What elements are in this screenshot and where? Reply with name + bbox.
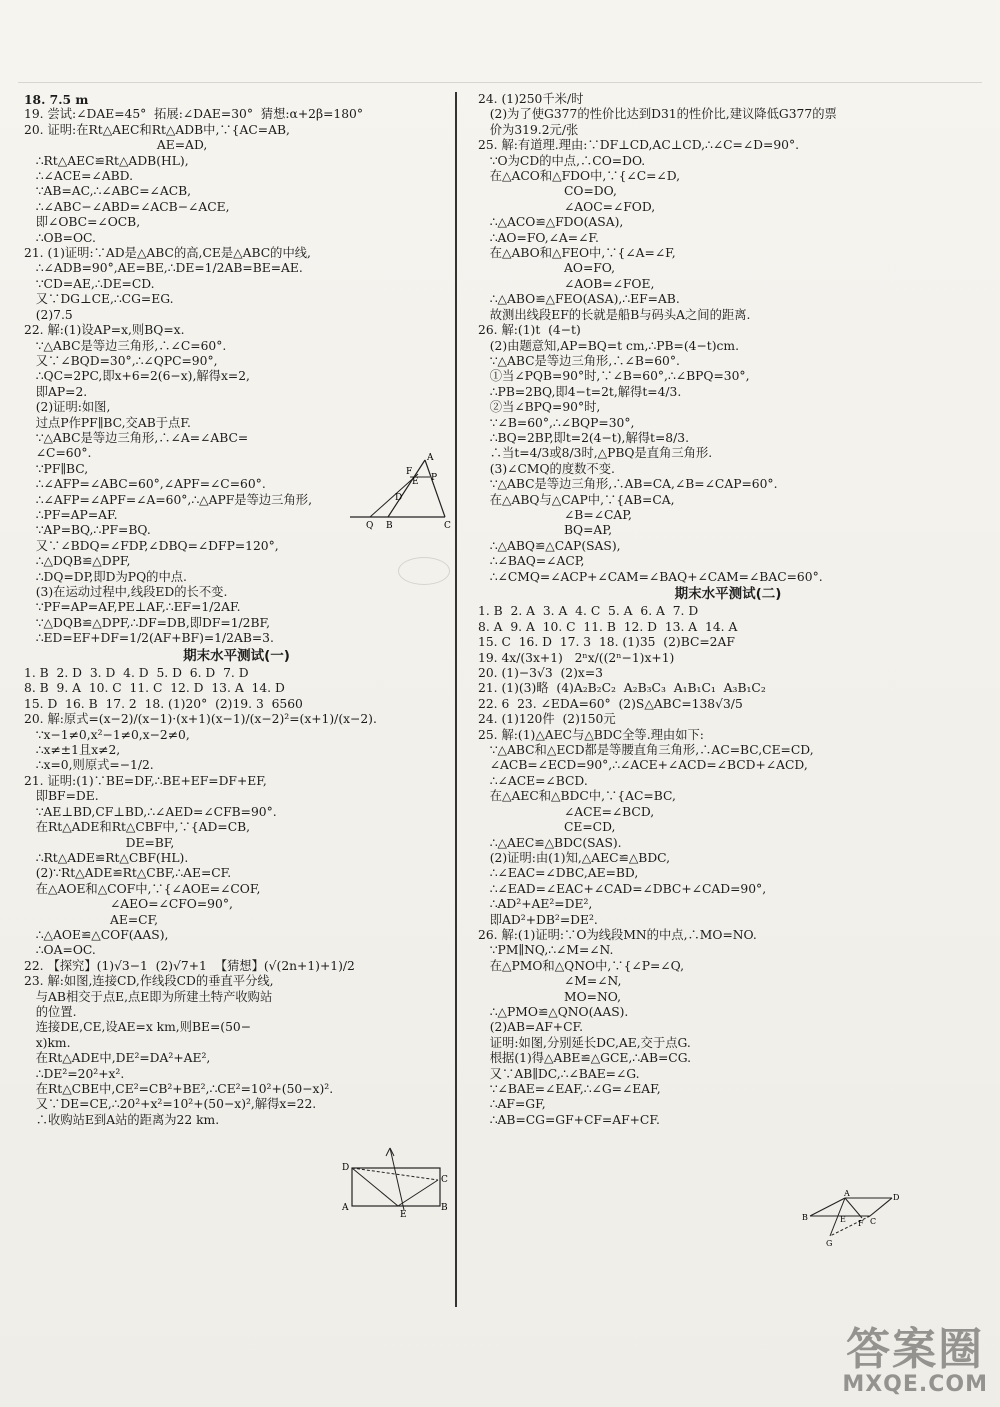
answer-line: ∠M=∠N, (478, 974, 622, 989)
answer-line: ∴△ABQ≌△CAP(SAS), (478, 538, 621, 553)
answer-line: 又∵DG⊥CE,∴CG=EG. (24, 292, 174, 307)
answer-line: 24. (1)120件 (2)150元 (478, 712, 616, 727)
answer-line: 在△ABQ与△CAP中,∵{AB=CA, (478, 492, 675, 507)
answer-line: ∴∠BAQ=∠ACP, (478, 554, 585, 569)
answer-line: 22. 6 23. ∠EDA=60° (2)S△ABC=138√3/5 (478, 696, 743, 711)
answer-line: ∵△ABC是等边三角形,∴∠C=60°. (24, 338, 227, 353)
answer-line: ∴PB=2BQ,即4−t=2t,解得t=4/3. (478, 384, 682, 399)
answer-line: 价为319.2元/张 (478, 122, 579, 137)
watermark (842, 1324, 988, 1397)
answer-line: ∴QC=2PC,即x+6=2(6−x),解得x=2, (24, 369, 250, 384)
answer-line: ∴DE²=20²+x². (24, 1066, 125, 1081)
answer-line: 在△AOE和△COF中,∵{∠AOE=∠COF, (24, 881, 261, 896)
answer-line: 8. A 9. A 10. C 11. B 12. D 13. A 14. A (478, 619, 738, 634)
section-heading: 期末水平测试(一) (183, 647, 290, 664)
column-divider (455, 92, 457, 1307)
answer-line: CO=DO, (478, 184, 617, 199)
answer-line: 根据(1)得△ABE≌△GCE,∴AB=CG. (478, 1051, 692, 1066)
fig26-label: A (844, 1189, 850, 1198)
fig22-label: E (412, 477, 419, 487)
answer-line: ∴△DQB≌△DPF, (24, 554, 131, 569)
answer-line: ∴AF=GF, (478, 1097, 546, 1112)
answer-line: ∴∠ADB=90°,AE=BE,∴DE=1/2AB=BE=AE. (24, 261, 303, 276)
answer-line: AE=CF, (24, 912, 159, 927)
answer-line: (2)证明:由(1)知,△AEC≌△BDC, (478, 850, 671, 865)
answer-line: AE=AD, (24, 138, 208, 153)
fig22-label: B (386, 521, 393, 531)
answer-line: AO=FO, (478, 261, 616, 276)
answer-line: 8. B 9. A 10. C 11. C 12. D 13. A 14. D (24, 681, 285, 696)
fig22-label: A (427, 453, 434, 463)
figure-q22-triangle (340, 452, 460, 532)
answer-line: MO=NO, (478, 989, 621, 1004)
fig26-label: G (826, 1239, 833, 1248)
answer-line: ∴Rt△ADE≌Rt△CBF(HL). (24, 850, 189, 865)
top-rule (18, 82, 982, 83)
answer-line: ∴ED=EF+DF=1/2(AF+BF)=1/2AB=3. (24, 631, 274, 646)
answer-line: 20. 解:原式=(x−2)/(x−1)·(x+1)(x−1)/(x−2)²=(x+1)/(x−2). (24, 712, 377, 727)
answer-line: 22. 解:(1)设AP=x,则BQ=x. (24, 323, 185, 338)
answer-line: ∴∠AFP=∠APF=∠A=60°,∴△APF是等边三角形, (24, 492, 312, 507)
answer-line: ①当∠PQB=90°时,∵∠B=60°,∴∠BPQ=30°, (478, 369, 750, 384)
answer-line: 19. 尝试:∠DAE=45° 拓展:∠DAE=30° 猜想:α+2β=180° (24, 107, 364, 122)
answer-line: ∵AB=AC,∴∠ABC=∠ACB, (24, 184, 192, 199)
answer-line: ∴当t=4/3或8/3时,△PBQ是直角三角形. (478, 446, 713, 461)
answer-line: ∠AEO=∠CFO=90°, (24, 897, 233, 912)
answer-line: ∴△AEC≌△BDC(SAS). (478, 835, 622, 850)
answer-line: ∴∠EAD=∠EAC+∠CAD=∠DBC+∠CAD=90°, (478, 881, 767, 896)
answer-line: 与AB相交于点E,点E即为所建土特产收购站 (24, 989, 273, 1004)
answer-line: (2)7.5 (24, 307, 73, 322)
answer-line: 25. 解:(1)△AEC与△BDC全等.理由如下: (478, 727, 704, 742)
answer-line: ∴收购站E到A站的距离为22 km. (24, 1112, 220, 1127)
answer-line: 20. 证明:在Rt△AEC和Rt△ADB中,∵{AC=AB, (24, 122, 290, 137)
fig23-label: A (342, 1203, 349, 1213)
fig22-label: P (431, 473, 438, 483)
fig23-label: B (441, 1203, 448, 1213)
answer-line: ∵△ABC是等边三角形,∴∠B=60°. (478, 353, 680, 368)
answer-line: x)km. (24, 1035, 71, 1050)
answer-line: ∴∠CMQ=∠ACP+∠CAM=∠BAQ+∠CAM=∠BAC=60°. (478, 569, 823, 584)
answer-line: 在△AEC和△BDC中,∵{AC=BC, (478, 789, 676, 804)
answer-line: 22. 【探究】(1)√3−1 (2)√7+1 【猜想】(√(2n+1)+1)/2 (24, 958, 355, 973)
answer-line: ∵∠B=60°,∴∠BQP=30°, (478, 415, 635, 430)
answer-line: 20. (1)−3√3 (2)x=3 (478, 666, 603, 681)
answer-line: ∵PM∥NQ,∴∠M=∠N. (478, 943, 614, 958)
answer-line: ∴∠ACE=∠ABD. (24, 169, 133, 184)
answer-line: 在Rt△CBE中,CE²=CB²+BE²,∴CE²=10²+(50−x)². (24, 1082, 334, 1096)
answer-line: ∴x≠±1且x≠2, (24, 743, 121, 758)
answer-line: 即BF=DE. (24, 789, 99, 804)
answer-line: ∵AP=BQ,∴PF=BQ. (24, 523, 151, 538)
answer-line: ∴PF=AP=AF. (24, 507, 118, 522)
answer-line: 18. 7.5 m (24, 92, 89, 107)
answer-line: (2)AB=AF+CF. (478, 1020, 584, 1035)
answer-line: 的位置. (24, 1004, 77, 1019)
answer-line: ∠C=60°. (24, 446, 92, 461)
answer-line: ∵△DQB≌△DPF,∴DF=DB,即DF=1/2BF, (24, 615, 271, 630)
answer-line: ∵CD=AE,∴DE=CD. (24, 276, 155, 291)
right-column (478, 92, 978, 1128)
answer-line: BQ=AP, (478, 523, 612, 538)
answer-line: ∴BQ=2BP,即t=2(4−t),解得t=8/3. (478, 430, 689, 445)
answer-line: 23. 解:如图,连接CD,作线段CD的垂直平分线, (24, 974, 274, 989)
answer-line: ∴OA=OC. (24, 943, 96, 958)
answer-line: 又∵AB∥DC,∴∠BAE=∠G. (478, 1066, 640, 1081)
answer-line: 故测出线段EF的长就是船B与码头A之间的距离. (478, 307, 751, 322)
answer-line: ∴Rt△AEC≌Rt△ADB(HL), (24, 153, 189, 168)
answer-line: ∵△ABC是等边三角形,∴∠A=∠ABC= (24, 430, 249, 445)
answer-line: ∴△PMO≌△QNO(AAS). (478, 1004, 629, 1019)
answer-line: ∠B=∠CAP, (478, 507, 632, 522)
answer-line: ∵PF∥BC, (24, 461, 89, 476)
answer-line: ∠ACB=∠ECD=90°,∴∠ACE+∠ACD=∠BCD+∠ACD, (478, 758, 808, 773)
watermark-logo: 答案圈 (846, 1324, 985, 1375)
fig22-label: D (395, 493, 403, 503)
answer-line: 21. 证明:(1)∵BE=DF,∴BE+EF=DF+EF, (24, 773, 267, 788)
answer-line: ∠ACE=∠BCD, (478, 804, 655, 819)
fig22-label: F (406, 467, 413, 477)
answer-line: 19. 4x/(3x+1) 2ⁿx/((2ⁿ−1)x+1) (478, 650, 675, 665)
fig23-label: E (400, 1210, 407, 1220)
answer-line: 在△ACO和△FDO中,∵{∠C=∠D, (478, 169, 681, 184)
answer-line: ∵AE⊥BD,CF⊥BD,∴∠AED=∠CFB=90°. (24, 804, 277, 819)
answer-line: 26. 解:(1)证明:∵O为线段MN的中点,∴MO=NO. (478, 927, 757, 942)
fig26-label: D (893, 1193, 900, 1202)
answer-line: ∠AOC=∠FOD, (478, 199, 656, 214)
answer-line: 又∵∠BQD=30°,∴∠QPC=90°, (24, 353, 218, 368)
answer-line: (2)∵Rt△ADE≌Rt△CBF,∴AE=CF. (24, 866, 232, 881)
answer-line: 在△PMO和△QNO中,∵{∠P=∠Q, (478, 958, 684, 973)
answer-line: ∴DQ=DP,即D为PQ的中点. (24, 569, 187, 584)
answer-line: 15. D 16. B 17. 2 18. (1)20° (2)19. 3 6560 (24, 696, 303, 711)
answer-line: ∴x=0,则原式=−1/2. (24, 758, 154, 773)
answer-line: 在△ABO和△FEO中,∵{∠A=∠F, (478, 246, 676, 261)
fig26-label: C (870, 1217, 877, 1226)
answer-line: CE=CD, (478, 820, 616, 835)
fig22-label: Q (366, 521, 374, 531)
answer-line: ∵O为CD的中点,∴CO=DO. (478, 153, 646, 168)
fig23-label: D (342, 1163, 350, 1173)
answer-line: ∴∠EAC=∠DBC,AE=BD, (478, 866, 639, 881)
answer-line: 又∵DE=CE,∴20²+x²=10²+(50−x)²,解得x=22. (24, 1097, 317, 1112)
answer-line: ∴AO=FO,∠A=∠F. (478, 230, 599, 245)
answer-line: 在Rt△ADE和Rt△CBF中,∵{AD=CB, (24, 820, 251, 835)
section-heading: 期末水平测试(二) (674, 586, 782, 602)
answer-line: ∵x−1≠0,x²−1≠0,x−2≠0, (24, 727, 190, 742)
answer-line: ∵△ABC是等边三角形,∴AB=CA,∠B=∠CAP=60°. (478, 477, 778, 492)
fig26-label: F (858, 1219, 864, 1228)
answer-line: ∴∠ABC−∠ABD=∠ACB−∠ACE, (24, 199, 230, 214)
answer-line: 1. B 2. A 3. A 4. C 5. A 6. A 7. D (478, 604, 699, 619)
answer-line: 证明:如图,分别延长DC,AE,交于点G. (478, 1035, 691, 1050)
answer-line: ∴OB=OC. (24, 230, 96, 245)
figure-q23-rectangle (338, 1140, 450, 1220)
answer-line: ∴∠ACE=∠BCD. (478, 773, 588, 788)
answer-line: 连接DE,CE,设AE=x km,则BE=(50− (24, 1020, 252, 1035)
answer-line: (2)为了使G377的性价比达到D31的性价比,建议降低G377的票 (478, 107, 837, 122)
answer-line: DE=BF, (24, 835, 175, 850)
answer-line: 25. 解:有道理.理由:∵DF⊥CD,AC⊥CD,∴∠C=∠D=90°. (478, 138, 800, 153)
fig23-label: C (441, 1175, 448, 1185)
answer-line: ∠AOB=∠FOE, (478, 276, 655, 291)
answer-line: 即AD²+DB²=DE². (478, 912, 598, 927)
answer-line: 在Rt△ADE中,DE²=DA²+AE², (24, 1051, 211, 1066)
answer-line: 即∠OBC=∠OCB, (24, 215, 141, 230)
answer-line: 21. (1)(3)略 (4)A₂B₂C₂ A₂B₃C₃ A₁B₁C₁ A₃B₁C₂ (478, 681, 766, 696)
answer-line: (3)在运动过程中,线段ED的长不变. (24, 585, 228, 599)
fig26-label: E (840, 1215, 846, 1224)
answer-line: (3)∠CMQ的度数不变. (478, 461, 615, 476)
answer-line: (2)证明:如图, (24, 400, 111, 415)
answer-line: 24. (1)250千米/时 (478, 92, 584, 106)
answer-line: ∴AB=CG=GF+CF=AF+CF. (478, 1112, 660, 1127)
answer-line: 1. B 2. D 3. D 4. D 5. D 6. D 7. D (24, 666, 249, 681)
watermark-url: MXQE.COM (842, 1372, 988, 1397)
answer-line: 又∵∠BDQ=∠FDP,∠DBQ=∠DFP=120°, (24, 538, 279, 553)
left-column (24, 92, 449, 1128)
faint-stamp (398, 557, 450, 585)
answer-line: ∴∠AFP=∠ABC=60°,∠APF=∠C=60°. (24, 477, 266, 492)
answer-line: ∵△ABC和△ECD都是等腰直角三角形,∴AC=BC,CE=CD, (478, 743, 814, 758)
answer-line: ②当∠BPQ=90°时, (478, 400, 601, 415)
answer-line: ∴△ACO≌△FDO(ASA), (478, 215, 624, 230)
answer-line: (2)由题意知,AP=BQ=t cm,∴PB=(4−t)cm. (478, 338, 739, 353)
fig26-label: B (802, 1213, 808, 1222)
answer-line: 26. 解:(1)t (4−t) (478, 323, 581, 338)
answer-line: ∴△AOE≌△COF(AAS), (24, 927, 169, 942)
fig22-label: C (444, 521, 451, 531)
answer-line: 过点P作PF∥BC,交AB于点F. (24, 415, 191, 430)
answer-line: 21. (1)证明:∵AD是△ABC的高,CE是△ABC的中线, (24, 246, 311, 261)
figure-q26-trapezoid (800, 1188, 900, 1248)
answer-line: ∴AD²+AE²=DE², (478, 897, 593, 912)
answer-line: ∵∠BAE=∠EAF,∴∠G=∠EAF, (478, 1082, 661, 1096)
answer-line: 即AP=2. (24, 384, 88, 399)
answer-line: ∴△ABO≌△FEO(ASA),∴EF=AB. (478, 292, 680, 307)
answer-line: 15. C 16. D 17. 3 18. (1)35 (2)BC=2AF (478, 635, 735, 650)
answer-line: ∵PF=AP=AF,PE⊥AF,∴EF=1/2AF. (24, 600, 241, 615)
